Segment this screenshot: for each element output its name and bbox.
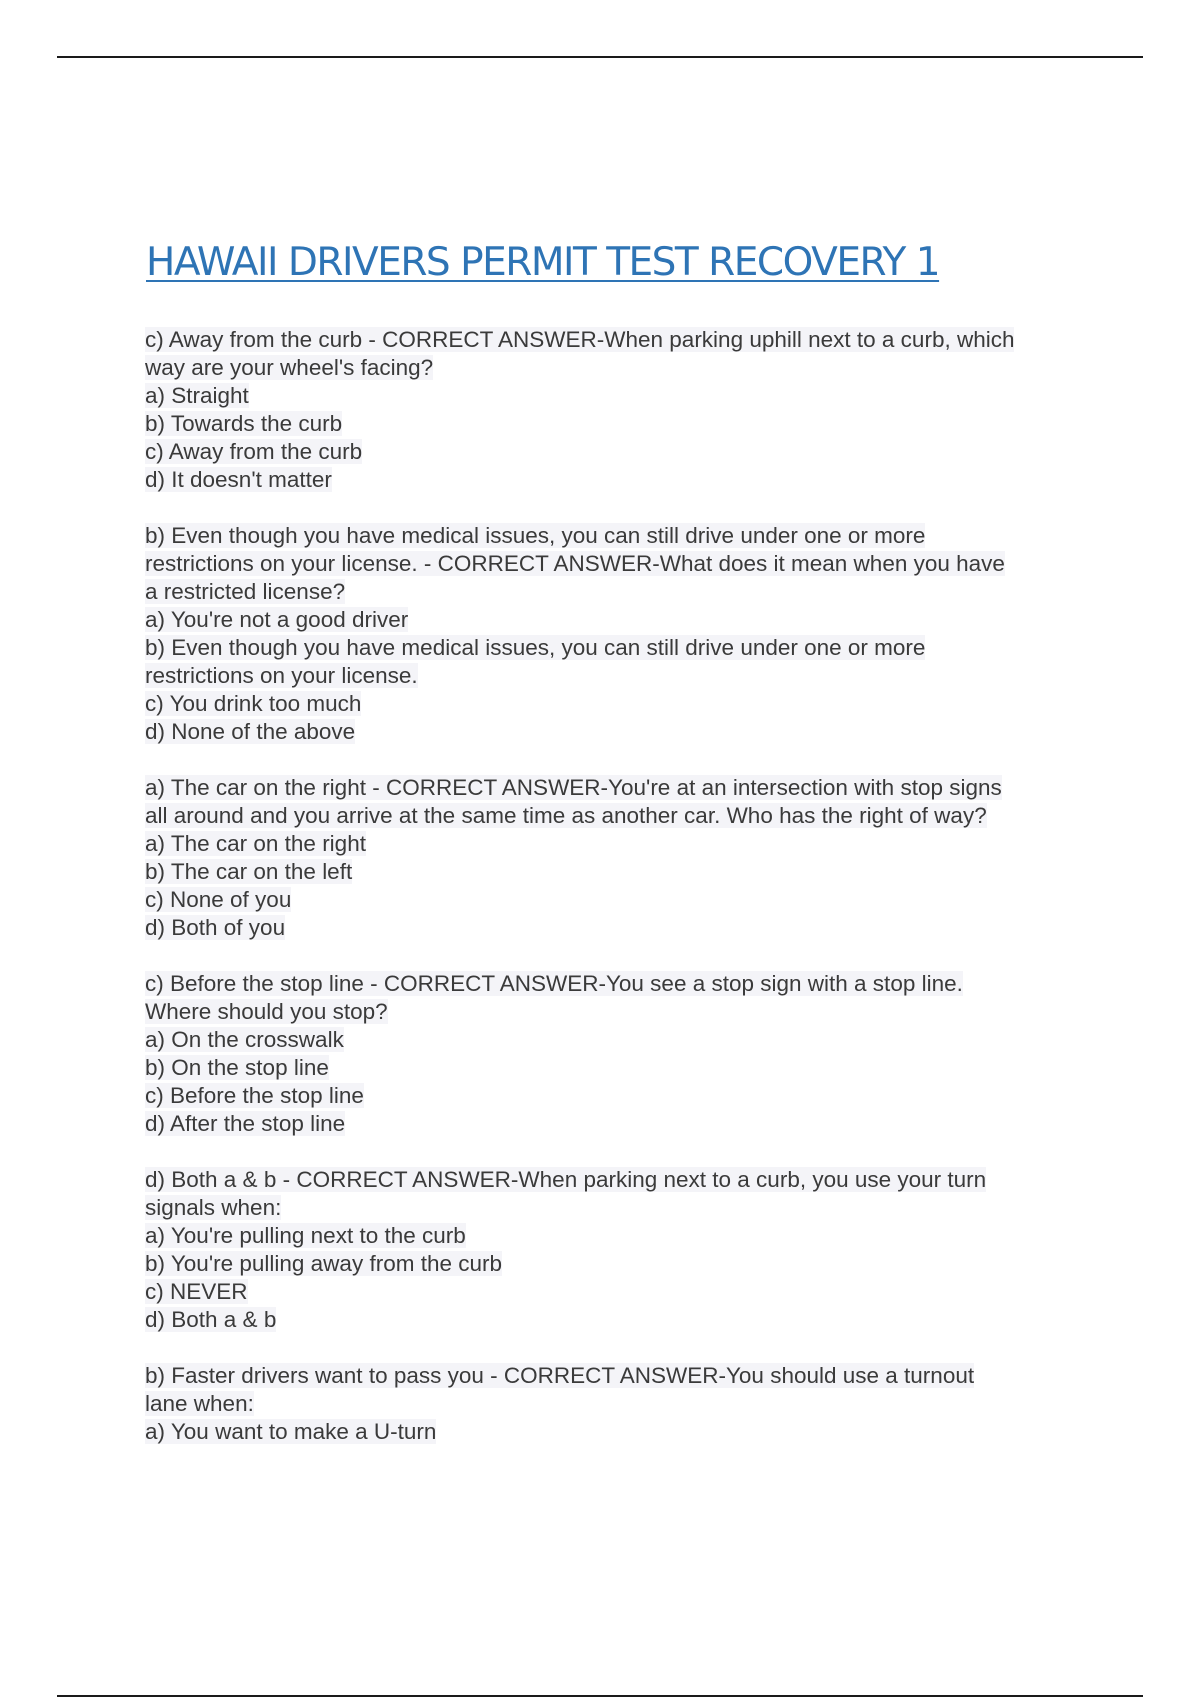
header-rule [57, 56, 1143, 58]
answer-option: b) Towards the curb [145, 411, 343, 436]
question-line: all around and you arrive at the same time as another car. Who has the right of way? [145, 803, 987, 828]
question-line: c) Away from the curb - CORRECT ANSWER-When parking uphill next to a curb, which [145, 327, 1015, 352]
question-line: Where should you stop? [145, 999, 388, 1024]
answer-option: a) The car on the right [145, 831, 366, 856]
answer-option: b) The car on the left [145, 859, 353, 884]
question-line: c) Before the stop line - CORRECT ANSWER-You see a stop sign with a stop line. [145, 971, 963, 996]
question-line: lane when: [145, 1391, 254, 1416]
answer-option: d) After the stop line [145, 1111, 346, 1136]
question-block [145, 326, 1105, 494]
question-line: d) Both a & b - CORRECT ANSWER-When parking next to a curb, you use your turn [145, 1167, 987, 1192]
answer-option: c) None of you [145, 887, 292, 912]
answer-option: d) Both a & b [145, 1307, 277, 1332]
answer-option: b) On the stop line [145, 1055, 329, 1080]
question-line: restrictions on your license. - CORRECT ANSWER-What does it mean when you have [145, 551, 1005, 576]
question-block [145, 1362, 1105, 1446]
answer-option: c) NEVER [145, 1279, 248, 1304]
answer-option: c) You drink too much [145, 691, 362, 716]
footer-rule [57, 1695, 1143, 1697]
question-block [145, 970, 1105, 1138]
answer-option: d) None of the above [145, 719, 356, 744]
question-list [145, 326, 1105, 1474]
question-line: a restricted license? [145, 579, 346, 604]
answer-option: b) Even though you have medical issues, you can still drive under one or more [145, 635, 926, 660]
answer-option: restrictions on your license. [145, 663, 418, 688]
answer-option: a) Straight [145, 383, 249, 408]
question-block [145, 774, 1105, 942]
answer-option: a) You want to make a U-turn [145, 1419, 437, 1444]
answer-option: d) Both of you [145, 915, 286, 940]
question-line: signals when: [145, 1195, 282, 1220]
answer-option: a) You're not a good driver [145, 607, 409, 632]
answer-option: a) You're pulling next to the curb [145, 1223, 466, 1248]
document-title: HAWAII DRIVERS PERMIT TEST RECOVERY 1 [146, 240, 940, 285]
answer-option: b) You're pulling away from the curb [145, 1251, 503, 1276]
question-block [145, 522, 1105, 746]
answer-option: c) Away from the curb [145, 439, 363, 464]
question-line: way are your wheel's facing? [145, 355, 434, 380]
answer-option: c) Before the stop line [145, 1083, 364, 1108]
question-block [145, 1166, 1105, 1334]
question-line: b) Faster drivers want to pass you - CORRECT ANSWER-You should use a turnout [145, 1363, 975, 1388]
question-line: a) The car on the right - CORRECT ANSWER-You're at an intersection with stop signs [145, 775, 1002, 800]
answer-option: d) It doesn't matter [145, 467, 332, 492]
answer-option: a) On the crosswalk [145, 1027, 344, 1052]
question-line: b) Even though you have medical issues, you can still drive under one or more [145, 523, 926, 548]
